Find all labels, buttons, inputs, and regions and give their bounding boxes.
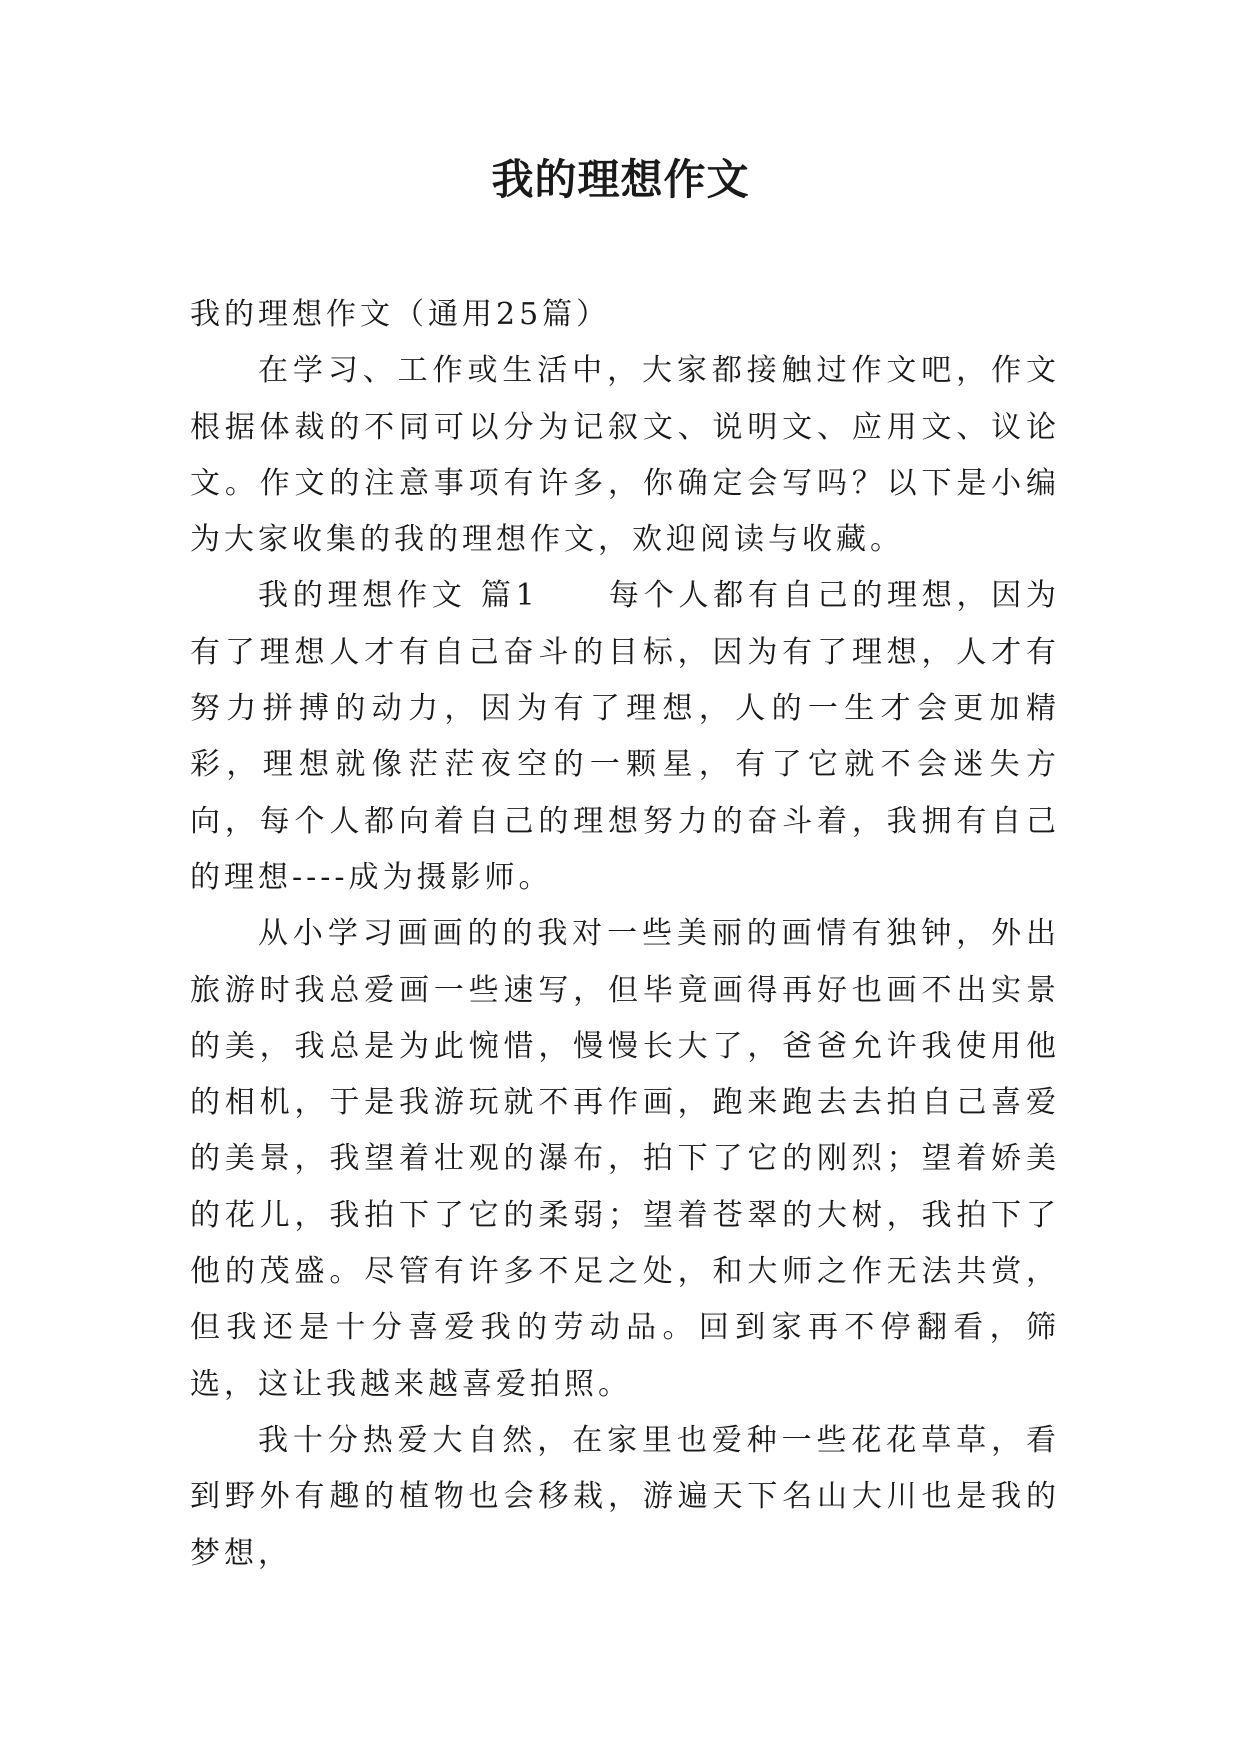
essay-1-paragraph-3: 我十分热爱大自然，在家里也爱种一些花花草草，看到野外有趣的植物也会移栽，游遍天下名山大川也是我的梦想， xyxy=(190,1422,1060,1571)
essay-1-paragraph-1: 我的理想作文 篇1 每个人都有自己的理想，因为有了理想人才有自己奋斗的目标，因为有了理想，人才有努力拼搏的动力，因为有了理想，人的一生才会更加精彩，理想就像茫茫夜空的一颗星，有了它就不会迷失方向，每个人都向着自己的理想努力的奋斗着，我拥有自己的理想----成为摄影师。 xyxy=(190,578,1060,895)
intro-paragraph: 在学习、工作或生活中，大家都接触过作文吧，作文根据体裁的不同可以分为记叙文、说明文、应用文、议论文。作文的注意事项有许多，你确定会写吗？以下是小编为大家收集的我的理想作文，欢迎阅读与收藏。 xyxy=(190,353,1060,558)
essay-1-paragraph-2: 从小学习画画的的我对一些美丽的画情有独钟，外出旅游时我总爱画一些速写，但毕竟画得再好也画不出实景的美，我总是为此惋惜，慢慢长大了，爸爸允许我使用他的相机，于是我游玩就不再作画，跑来跑去去拍自己喜爱的美景，我望着壮观的瀑布，拍下了它的刚烈；望着娇美的花儿，我拍下了它的柔弱；望着苍翠的大树，我拍下了他的茂盛。尽管有许多不足之处，和大师之作无法共赏，但我还是十分喜爱我的劳动品。回到家再不停翻看，筛选，这让我越来越喜爱拍照。 xyxy=(190,916,1060,1402)
document-title: 我的理想作文 xyxy=(491,155,750,204)
document-body xyxy=(190,287,1060,1582)
subtitle-paragraph: 我的理想作文（通用25篇） xyxy=(190,297,611,332)
